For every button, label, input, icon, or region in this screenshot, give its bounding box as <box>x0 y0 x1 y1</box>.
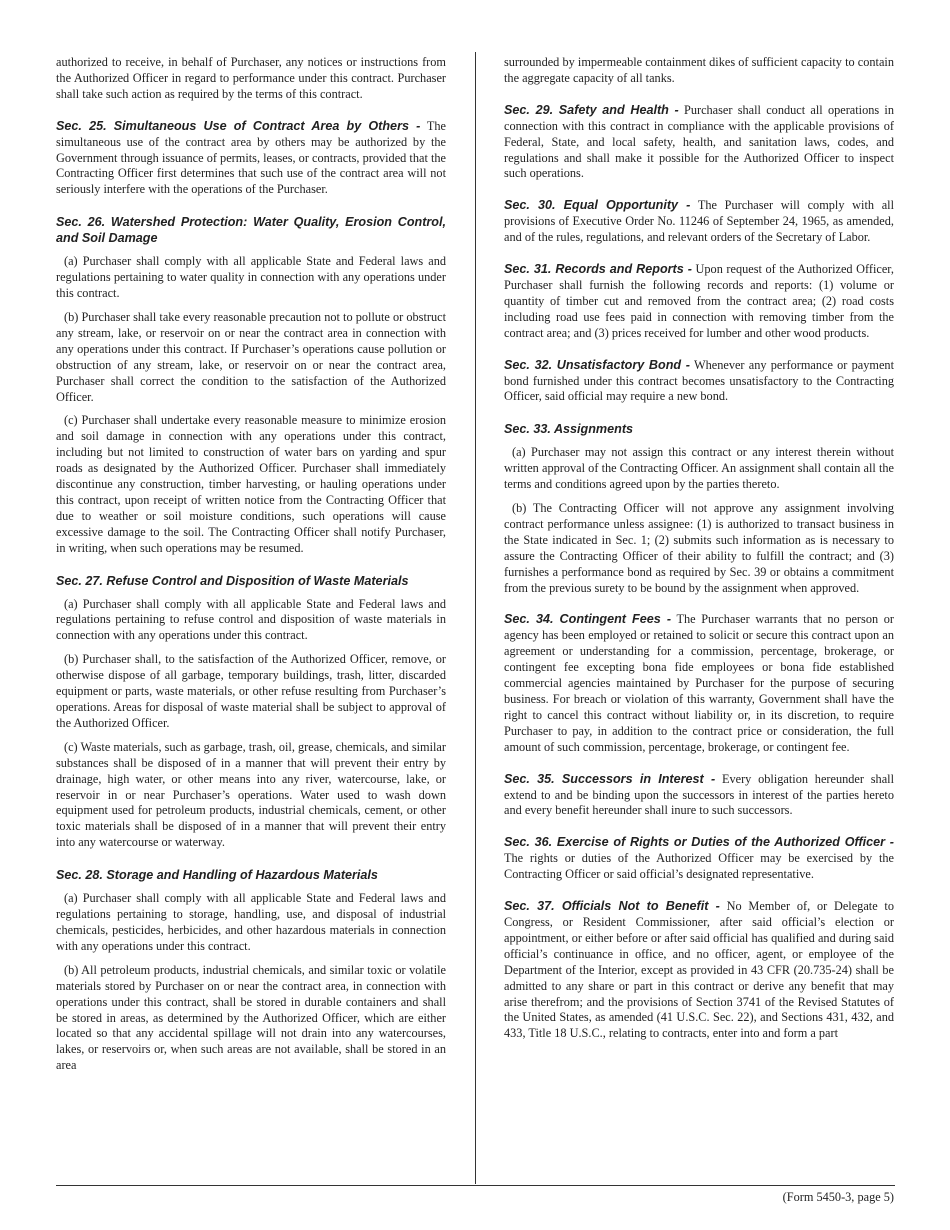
section-31-body: Upon request of the Authorized Officer, Purchaser shall furnish the following records and reports: (1) volume or quantity of timber cut and removed from the contract area; (2) road costs including road use fees paid in connection with removing timber from the contract area; and (3) prices received for lumber and other wood products. <box>504 262 894 340</box>
section-32 <box>504 358 894 406</box>
section-26-c: (c) Purchaser shall undertake every reasonable measure to minimize erosion and soil damage in connection with any operations under this contract, including but not limited to construction of water bars on yarding and spur roads as designated by the Authorized Officer. Purchaser shall immediately discontinue any construction, timber harvesting, or hauling operations under this contract, upon receipt of written notice from the Contracting Officer that due to weather or soil moisture conditions, such operations will cause excessive damage to the soil. The Contracting Officer shall notify Purchaser, in writing, when such operations may be resumed. <box>56 413 446 555</box>
section-36-body: The rights or duties of the Authorized Officer may be exercised by the Contracting Officer or said official’s designated representative. <box>504 851 894 882</box>
section-25-body: The simultaneous use of the contract area by others may be authorized by the Government through issuance of permits, leases, or contracts, provided that the Contracting Officer first determines that such use of the contract area will not seriously interfere with the operations of the Purchaser. <box>56 118 446 197</box>
continued-paragraph: surrounded by impermeable containment dikes of sufficient capacity to contain the aggregate capacity of all tanks. <box>504 55 894 85</box>
section-25 <box>56 119 446 199</box>
section-27-b: (b) Purchaser shall, to the satisfaction of the Authorized Officer, remove, or otherwise dispose of all garbage, temporary buildings, trash, litter, discarded equipment or parts, waste materials, or other refuse resulting from Purchaser’s operations. Areas for disposal of waste material shall be subject to approval of the Authorized Officer. <box>56 652 446 730</box>
section-37-heading: Sec. 37. Officials Not to Benefit - <box>504 899 720 914</box>
section-30 <box>504 198 894 246</box>
page-footer: (Form 5450-3, page 5) <box>782 1190 894 1204</box>
section-37-body: No Member of, or Delegate to Congress, or Resident Commissioner, after said official’s election or appointment, or either before or after said official has qualified and during said official’s continuance in office, and no officer, agent, or employee of the Department of the Interior, except as provided in 43 CFR (20.735-24) shall be admitted to any share or part in this contract or derive any benefit that may arise therefrom; and the provisions of Section 3741 of the Revised Statutes of the United States, as amended (41 U.S.C. Sec. 22), and Sections 431, 432, and 433, Title 18 U.S.C., relating to contracts, enter into and form a part <box>504 899 894 1041</box>
column-divider <box>475 52 476 1184</box>
section-35 <box>504 772 894 820</box>
section-29 <box>504 103 894 183</box>
section-33-heading: Sec. 33. Assignments <box>504 422 634 437</box>
section-35-heading: Sec. 35. Successors in Interest - <box>504 771 716 786</box>
section-28-a: (a) Purchaser shall comply with all applicable State and Federal laws and regulations pertaining to storage, handling, use, and disposal of industrial chemicals, pesticides, herbicides, and other hazardous materials in connection with any operations under this contract. <box>56 891 446 953</box>
section-33-b: (b) The Contracting Officer will not approve any assignment involving contract performance unless assignee: (1) is authorized to transact business in the State indicated in Sec. 1; (2) submits such information as is necessary to assure the Contracting Officer of their ability to fulfill the contract; and (3) furnishes a performance bond as required by Sec. 39 or obtains a commitment from the previous surety to be bound by the assignment when approved. <box>504 501 894 595</box>
section-30-heading: Sec. 30. Equal Opportunity - <box>504 198 691 213</box>
continued-paragraph: authorized to receive, in behalf of Purchaser, any notices or instructions from the Authorized Officer in regard to performance under this contract. Purchaser shall take such action as required by the terms of this contract. <box>56 55 446 101</box>
section-37 <box>504 899 894 1042</box>
section-25-heading: Sec. 25. Simultaneous Use of Contract Area by Others - <box>56 118 421 133</box>
section-30-body: The Purchaser will comply with all provisions of Executive Order No. 11246 of September 24, 1965, as amended, and of the rules, regulations, and relevant orders of the Secretary of Labor. <box>504 198 894 245</box>
section-31 <box>504 262 894 342</box>
right-column <box>504 55 894 1042</box>
section-28-heading: Sec. 28. Storage and Handling of Hazardous Materials <box>56 868 378 883</box>
footer-rule <box>56 1185 895 1186</box>
section-26-a: (a) Purchaser shall comply with all applicable State and Federal laws and regulations pertaining to water quality in connection with any operations under this contract. <box>56 254 446 301</box>
section-33-a: (a) Purchaser may not assign this contract or any interest therein without written approval of the Contracting Officer. An assignment shall contain all the terms and conditions agreed upon by the parties thereto. <box>504 445 894 492</box>
section-31-heading: Sec. 31. Records and Reports - <box>504 262 692 277</box>
section-35-body: Every obligation hereunder shall extend to and be binding upon the successors in interest of the parties hereto and every benefit hereunder shall inure to such successors. <box>504 771 894 818</box>
section-36-heading: Sec. 36. Exercise of Rights or Duties of the Authorized Officer - <box>504 835 894 850</box>
section-27-a: (a) Purchaser shall comply with all applicable State and Federal laws and regulations pertaining to refuse control and disposition of waste materials in connection with any operations under this contract. <box>56 596 446 643</box>
section-29-body: Purchaser shall conduct all operations in connection with this contract in compliance with the applicable provisions of Federal, State, and local safety, health, and sanitation laws, codes, and regulations and shall make it possible for the Authorized Officer to inspect such operations. <box>504 102 895 181</box>
section-32-heading: Sec. 32. Unsatisfactory Bond - <box>504 357 690 372</box>
section-36 <box>504 835 894 883</box>
section-34-body: The Purchaser warrants that no person or agency has been employed or retained to solicit or secure this contract upon an agreement or understanding for a commission, percentage, brokerage, or contingent fee excepting bona fide employees or bona fide established commercial agencies maintained by Purchaser for the purpose of securing business. For breach or violation of this warranty, Government shall have the right to cancel this contract without liability or, in its discretion, to require Purchaser to pay, in addition to the contract price or consideration, the full amount of such commission, percentage, brokerage, or contingent fee. <box>504 612 894 754</box>
section-34-heading: Sec. 34. Contingent Fees - <box>504 612 672 627</box>
section-28-b: (b) All petroleum products, industrial chemicals, and similar toxic or volatile materials stored by Purchaser on or near the contract area, in connection with operations under this contract, shall be stored in durable containers and shall be stored in areas, as determined by the Authorized Officer, which are either located so that any accidental spillage will not drain into any watercourses, lakes, or reservoirs or, when such areas are not available, shall be stored in an area <box>56 962 446 1073</box>
section-32-body: Whenever any performance or payment bond furnished under this contract becomes unsatisfactory to the Contracting Officer, said official may require a new bond. <box>504 357 894 404</box>
section-29-heading: Sec. 29. Safety and Health - <box>504 102 679 117</box>
section-26-heading: Sec. 26. Watershed Protection: Water Quality, Erosion Control, and Soil Damage <box>56 215 446 246</box>
left-column <box>56 55 446 1074</box>
section-26-b: (b) Purchaser shall take every reasonable precaution not to pollute or obstruct any stream, lake, or reservoir on or near the contract area in connection with any operations under this contract. If Purchaser’s operations cause pollution or obstruction of any stream, lake, or reservoir on or near the contract area, Purchaser shall correct the condition to the satisfaction of the Authorized Officer. <box>56 309 446 404</box>
section-34 <box>504 612 894 755</box>
section-27-heading: Sec. 27. Refuse Control and Disposition of Waste Materials <box>56 573 409 588</box>
section-27-c: (c) Waste materials, such as garbage, trash, oil, grease, chemicals, and similar substances shall be disposed of in a manner that will prevent their entry by drainage, high water, or other means into any river, watercourse, lake, or reservoir in or near Purchaser’s operations. Water used to wash down equipment used for petroleum products, industrial chemicals, cement, or other toxic materials shall be disposed of in a manner that will prevent their entry into any watercourse or waterway. <box>56 739 446 850</box>
